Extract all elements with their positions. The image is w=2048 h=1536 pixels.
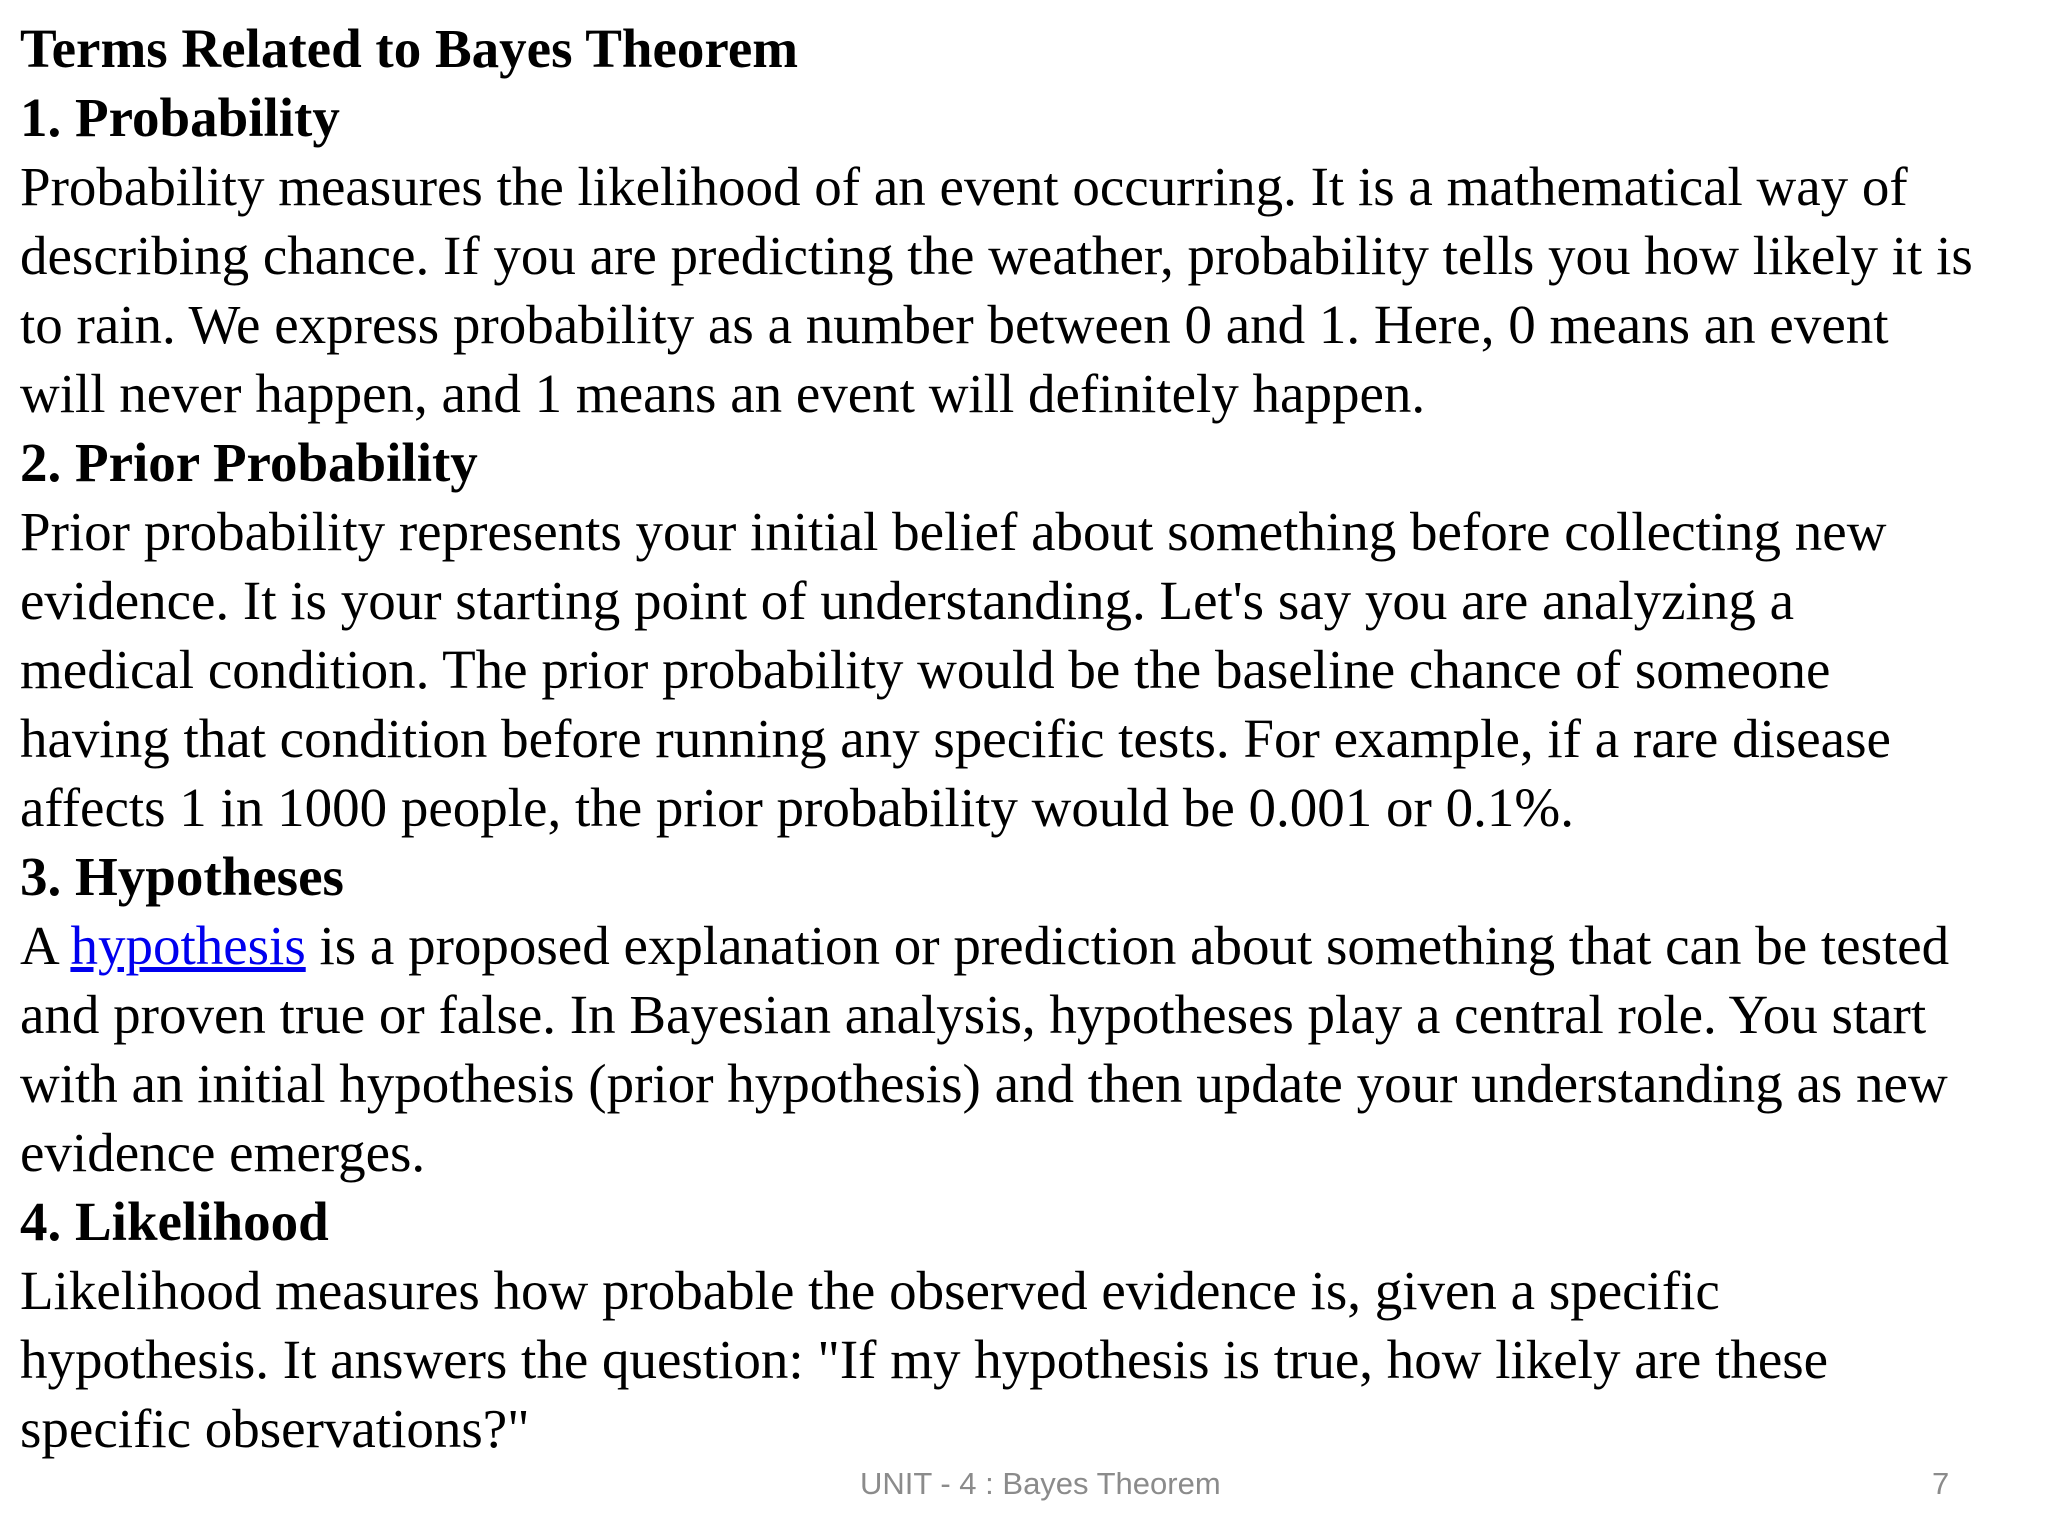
hypotheses-body-prefix: A bbox=[20, 915, 71, 976]
slide-content bbox=[20, 14, 1980, 1463]
section-heading-prior-probability: 2. Prior Probability bbox=[20, 432, 478, 493]
slide-title: Terms Related to Bayes Theorem bbox=[20, 18, 799, 79]
section-heading-hypotheses: 3. Hypotheses bbox=[20, 846, 344, 907]
section-body-likelihood: Likelihood measures how probable the observed evidence is, given a specific hypothesis. It answers the question: "If my hypothesis is true, how likely are these specific observations?" bbox=[20, 1260, 1829, 1459]
footer-text: UNIT - 4 : Bayes Theorem bbox=[860, 1466, 1221, 1501]
page-number: 7 bbox=[1932, 1466, 1950, 1501]
section-heading-probability: 1. Probability bbox=[20, 87, 340, 148]
hypothesis-link[interactable]: hypothesis bbox=[70, 915, 306, 976]
section-heading-likelihood: 4. Likelihood bbox=[20, 1191, 329, 1252]
hypotheses-body-suffix: is a proposed explanation or prediction about something that can be tested and proven true or false. In Bayesian analysis, hypotheses play a central role. You start with an initial hypothesis (prior hypothesis) and then update your understanding as new evidence emerges. bbox=[20, 915, 1950, 1183]
section-body-hypotheses bbox=[20, 911, 1980, 1187]
section-body-prior-probability: Prior probability represents your initial belief about something before collecting new evidence. It is your starting point of understanding. Let's say you are analyzing a medical condition. The prior probability would be the baseline chance of someone having that condition before running any specific tests. For example, if a rare disease affects 1 in 1000 people, the prior probability would be 0.001 or 0.1%. bbox=[20, 501, 1891, 838]
section-body-probability: Probability measures the likelihood of an event occurring. It is a mathematical way of describing chance. If you are predicting the weather, probability tells you how likely it is to rain. We express probability as a number between 0 and 1. Here, 0 means an event will never happen, and 1 means an event will definitely happen. bbox=[20, 156, 1973, 424]
